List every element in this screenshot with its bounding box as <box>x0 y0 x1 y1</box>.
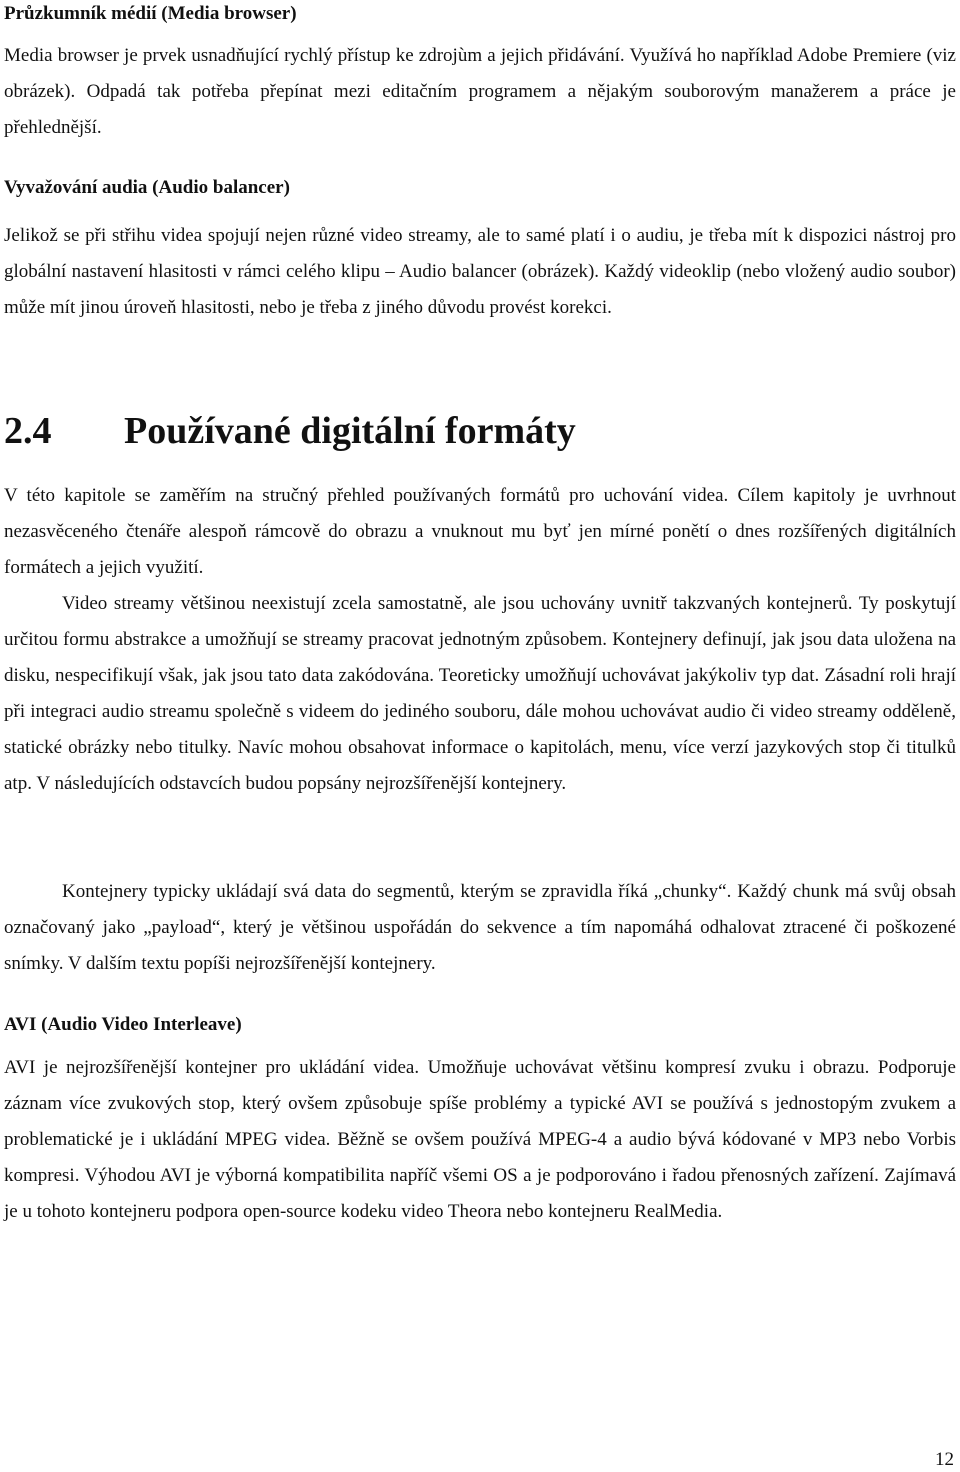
audio-balancer-paragraph: Jelikož se při střihu videa spojují nejen různé video streamy, ale to samé platí i o audiu, je třeba mít k dispozici nástroj pro globální nastavení hlasitosti v rámci celého klipu – Audio balancer (obrázek). Každý videoklip (nebo vložený audio soubor) může mít jinou úroveň hlasitosti, nebo je třeba z jiného důvodu provést korekci. <box>4 225 956 318</box>
audio-balancer-heading: Vyvažování audia (Audio balancer) <box>4 177 290 198</box>
avi-heading: AVI (Audio Video Interleave) <box>4 1014 242 1035</box>
avi-paragraph: AVI je nejrozšířenější kontejner pro ukládání videa. Umožňuje uchovávat většinu kompresí zvuku i obrazu. Podporuje záznam více zvukových stop, který ovšem způsobuje spíše problémy a typické AVI se používá s jednostopým zvukem a problematické je i ukládání MPEG videa. Běžně se ovšem používá MPEG-4 a audio bývá kódované v MP3 nebo Vorbis kompresi. Výhodou AVI je výborná kompatibilita napříč všemi OS a je podporováno i řadou přenosných zařízení. Zajímavá je u tohoto kontejneru podpora open-source kodeku video Theora nebo kontejneru RealMedia. <box>4 1057 956 1222</box>
section-paragraph-2: Video streamy většinou neexistují zcela samostatně, ale jsou uchovány uvnitř takzvaných kontejnerů. Ty poskytují určitou formu abstrakce a umožňují se streamy pracovat jednotným způsobem. Kontejnery definují, jak jsou data uložena na disku, nespecifikují však, jak jsou tato data zakódována. Teoreticky umožňují uchovávat jakýkoliv typ dat. Zásadní roli hrají při integraci audio streamu společně s videem do jediného souboru, dále mohou uchovávat audio či video streamy odděleně, statické obrázky nebo titulky. Navíc mohou obsahovat informace o kapitolách, menu, více verzí jazykových stop či titulků atp. V následujících odstavcích budou popsány nejrozšířenější kontejnery. <box>4 593 956 794</box>
section-heading <box>4 408 956 454</box>
page-number: 12 <box>935 1449 954 1470</box>
media-browser-heading: Průzkumník médií (Media browser) <box>4 3 297 24</box>
section-paragraph-1: V této kapitole se zaměřím na stručný přehled používaných formátů pro uchování videa. Cílem kapitoly je uvrhnout nezasvěceného čtenáře alespoň rámcově do obrazu a vnuknout mu byť jen mírné ponětí o dnes rozšířených digitálních formátech a jejich využití. <box>4 485 956 578</box>
section-title: Používané digitální formáty <box>124 410 576 452</box>
section-paragraph-3: Kontejnery typicky ukládají svá data do segmentů, kterým se zpravidla říká „chunky“. Každý chunk má svůj obsah označovaný jako „payload“, který je většinou uspořádán do sekvence a tím napomáhá odhalovat ztracené či poškozené snímky. V dalším textu popíši nejrozšířenější kontejnery. <box>4 881 956 974</box>
section-number: 2.4 <box>4 410 52 452</box>
media-browser-paragraph: Media browser je prvek usnadňující rychlý přístup ke zdrojùm a jejich přidávání. Využívá ho například Adobe Premiere (viz obrázek). Odpadá tak potřeba přepínat mezi editačním programem a nějakým souborovým manažerem a práce je přehlednější. <box>4 45 956 138</box>
